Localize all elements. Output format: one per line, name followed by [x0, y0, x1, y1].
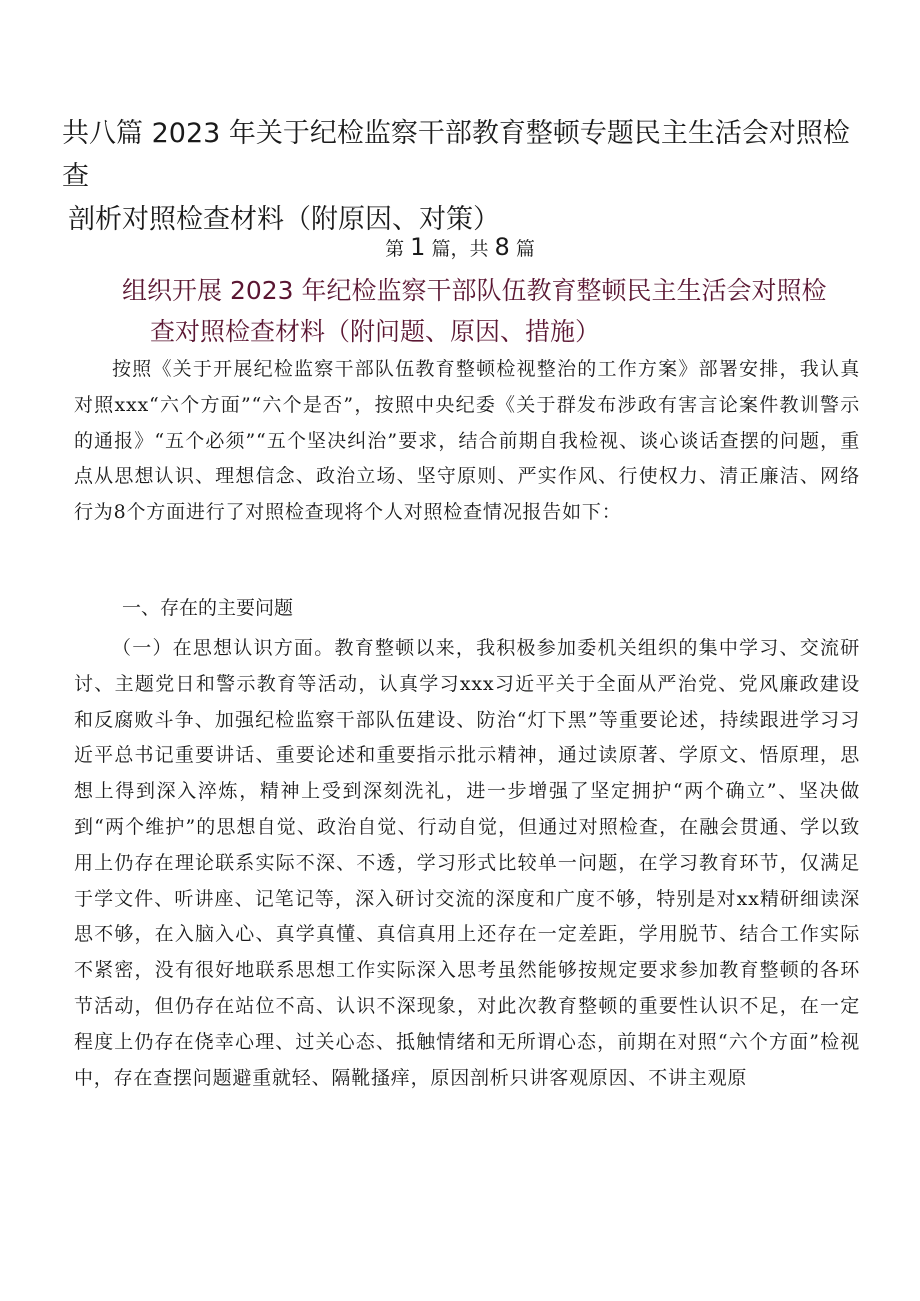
- part-total: 8: [494, 233, 510, 261]
- part-indicator: [0, 232, 920, 264]
- part-number: 1: [410, 233, 426, 261]
- intro-paragraph: 按照《关于开展纪检监察干部队伍教育整顿检视整治的工作方案》部署安排，我认真对照xxx“六个方面”“六个是否”，按照中央纪委《关于群发布涉政有害言论案件教训警示的通报》“五个必须”“五个坚决纠治”要求，结合前期自我检视、谈心谈话查摆的问题，重点从思想认识、理想信念、政治立场、坚守原则、严实作风、行使权力、清正廉洁、网络行为8个方面进行了对照检查现将个人对照检查情况报告如下：: [74, 358, 860, 524]
- main-title-line-1: 共八篇 2023 年关于纪检监察干部教育整顿专题民主生活会对照检查: [62, 118, 850, 192]
- subtitle-line-1: 组织开展 2023 年纪检监察干部队伍教育整顿民主生活会对照检: [122, 276, 827, 305]
- main-title: [62, 112, 862, 241]
- section-paragraph: （一）在思想认识方面。教育整顿以来，我积极参加委机关组织的集中学习、交流研讨、主题党日和警示教育等活动，认真学习xxx习近平关于全面从严治党、党风廉政建设和反腐败斗争、加强纪检监察干部队伍建设、防治“灯下黑”等重要论述，持续跟进学习习近平总书记重要讲话、重要论述和重要指示批示精神，通过读原著、学原文、悟原理，思想上得到深入淬炼，精神上受到深刻洗礼，进一步增强了坚定拥护“两个确立”、坚决做到“两个维护”的思想自觉、政治自觉、行动自觉，但通过对照检查，在融会贯通、学以致用上仍存在理论联系实际不深、不透，学习形式比较单一问题，在学习教育环节，仅满足于学文件、听讲座、记笔记等，深入研讨交流的深度和广度不够，特别是对xx精研细读深思不够，在入脑入心、真学真懂、真信真用上还存在一定差距，学用脱节、结合工作实际不紧密，没有很好地联系思想工作实际深入思考虽然能够按规定要求参加教育整顿的各环节活动，但仍存在站位不高、认识不深现象，对此次教育整顿的重要性认识不足，在一定程度上仍存在侥幸心理、过关心态、抵触情绪和无所谓心态，前期在对照“六个方面”检视中，存在查摆问题避重就轻、隔靴搔痒，原因剖析只讲客观原因、不讲主观原: [74, 637, 860, 1089]
- subtitle: [122, 270, 862, 352]
- main-title-line-2: 剖析对照检查材料（附原因、对策）: [68, 204, 500, 235]
- part-suffix: 篇: [515, 238, 535, 260]
- part-prefix: 第: [385, 238, 405, 260]
- section-heading: 一、存在的主要问题: [122, 597, 294, 619]
- subtitle-line-2: 查对照检查材料（附问题、原因、措施）: [150, 317, 601, 346]
- part-middle: 篇，共: [431, 238, 489, 260]
